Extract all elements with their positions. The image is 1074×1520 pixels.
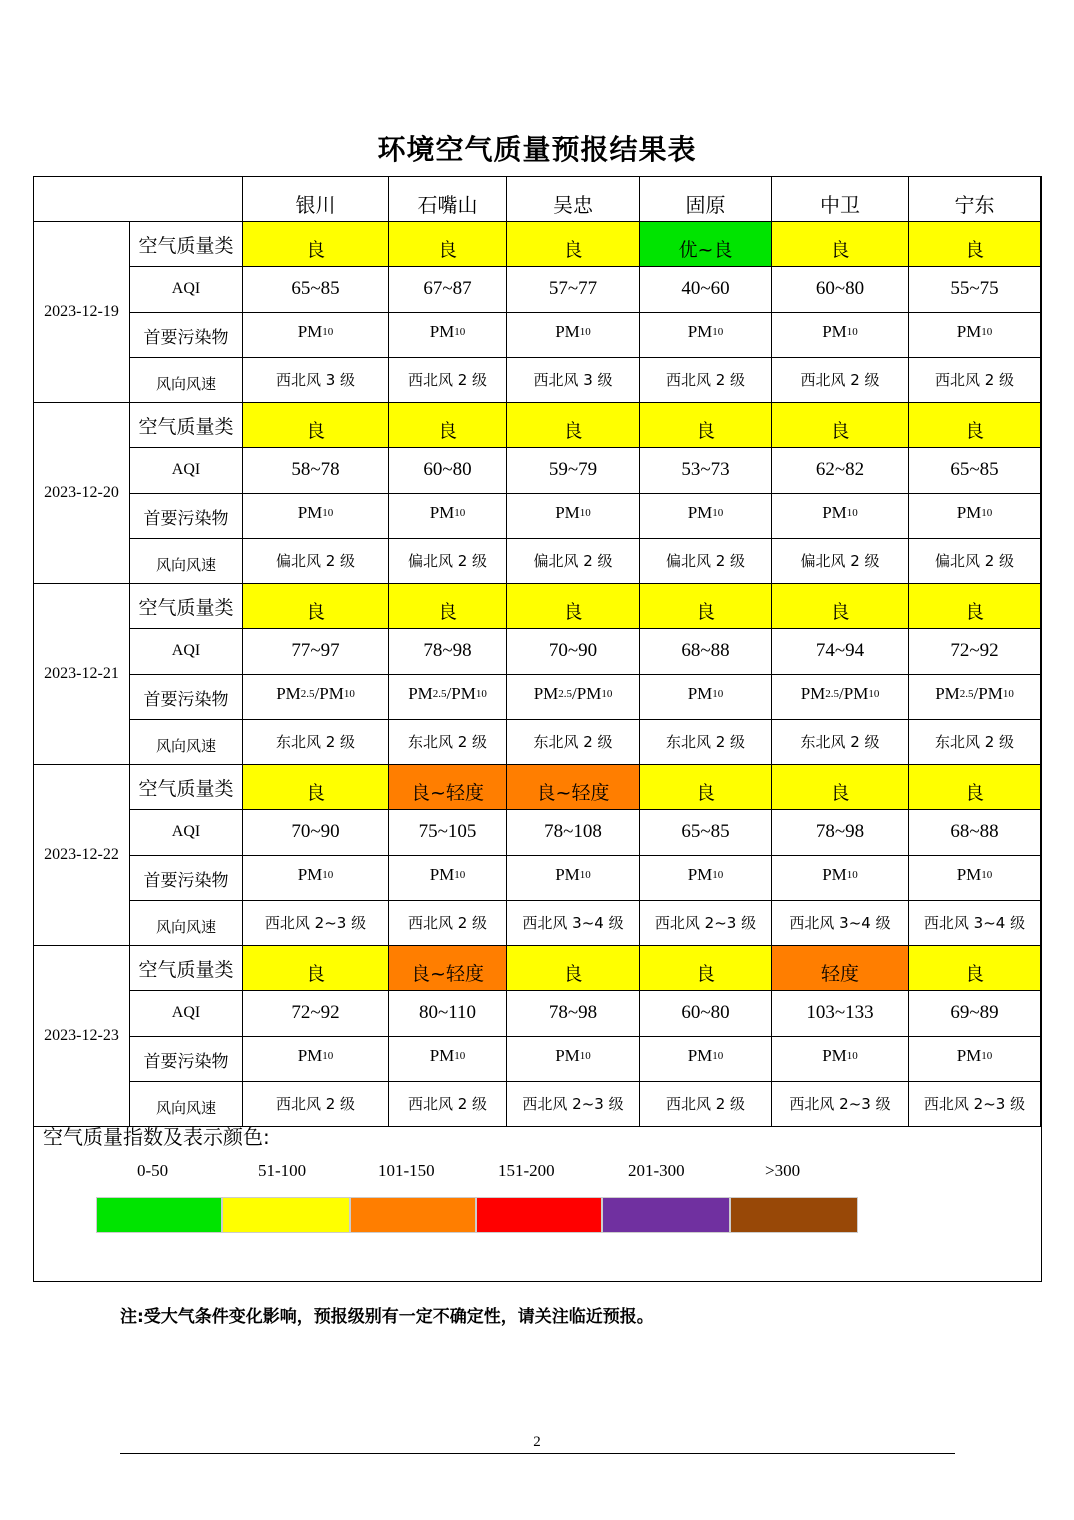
primary-pollutant-cell: PM 10 (243, 856, 389, 901)
primary-pollutant-cell: PM 10 (909, 1037, 1041, 1082)
legend-range-label: 101-150 (378, 1161, 435, 1180)
aqi-range-cell: 68~88 (640, 629, 772, 674)
air-quality-category-cell: 良 (640, 765, 772, 810)
wind-speed-cell: 西北风 2 级 (389, 1082, 507, 1127)
air-quality-category-cell: 良~轻度 (389, 765, 507, 810)
primary-pollutant-cell: PM 10 (389, 313, 507, 358)
wind-speed-cell: 偏北风 2 级 (389, 539, 507, 584)
aqi-range-cell: 55~75 (909, 267, 1041, 312)
legend-swatch-purple (602, 1197, 730, 1233)
footer-rule (120, 1453, 955, 1454)
forecast-date: 2023-12-23 (34, 946, 130, 1127)
primary-pollutant-cell: PM 10 (640, 313, 772, 358)
air-quality-category-cell: 良 (243, 765, 389, 810)
city-header: 吴忠 (507, 177, 640, 222)
air-quality-category-cell: 良 (909, 403, 1041, 448)
wind-speed-cell: 东北风 2 级 (389, 720, 507, 765)
wind-speed-cell: 东北风 2 级 (243, 720, 389, 765)
wind-speed-cell: 西北风 2 级 (243, 1082, 389, 1127)
wind-speed-cell: 西北风 3~4 级 (772, 901, 909, 946)
wind-speed-cell: 西北风 3~4 级 (507, 901, 640, 946)
aqi-range-cell: 60~80 (640, 991, 772, 1036)
aqi-color-legend (34, 1107, 1041, 1281)
air-quality-category-cell: 良 (243, 403, 389, 448)
primary-pollutant-cell: PM 10 (772, 1037, 909, 1082)
aqi-range-cell: 69~89 (909, 991, 1041, 1036)
row-label-wind: 风向风速 (130, 1082, 243, 1127)
air-quality-category-cell: 良 (909, 222, 1041, 267)
aqi-range-cell: 62~82 (772, 448, 909, 493)
wind-speed-cell: 西北风 3 级 (507, 358, 640, 403)
forecast-date: 2023-12-22 (34, 765, 130, 946)
aqi-range-cell: 78~98 (772, 810, 909, 855)
legend-range-label: 51-100 (258, 1161, 307, 1180)
aqi-range-cell: 65~85 (243, 267, 389, 312)
air-quality-category-cell: 良 (909, 765, 1041, 810)
row-label-pollutant: 首要污染物 (130, 675, 243, 720)
aqi-range-cell: 53~73 (640, 448, 772, 493)
aqi-range-cell: 65~85 (909, 448, 1041, 493)
wind-speed-cell: 西北风 2 级 (389, 901, 507, 946)
air-quality-category-cell: 良 (909, 584, 1041, 629)
aqi-range-cell: 77~97 (243, 629, 389, 674)
air-quality-category-cell: 良 (772, 222, 909, 267)
row-label-wind: 风向风速 (130, 539, 243, 584)
city-header: 银川 (243, 177, 389, 222)
forecast-table (33, 176, 1042, 1282)
legend-title: 空气质量指数及表示颜色: (43, 1125, 270, 1149)
forecast-note: 注:受大气条件变化影响，预报级别有一定不确定性，请关注临近预报。 (120, 1307, 654, 1327)
air-quality-category-cell: 良 (772, 584, 909, 629)
legend-range-label: >300 (765, 1161, 801, 1180)
primary-pollutant-cell: PM 10 (772, 313, 909, 358)
air-quality-category-cell: 良 (909, 946, 1041, 991)
wind-speed-cell: 西北风 2~3 级 (772, 1082, 909, 1127)
primary-pollutant-cell: PM 2.5 /PM 10 (389, 675, 507, 720)
forecast-date: 2023-12-19 (34, 222, 130, 403)
air-quality-category-cell: 良 (640, 946, 772, 991)
air-quality-category-cell: 良 (243, 222, 389, 267)
aqi-range-cell: 72~92 (909, 629, 1041, 674)
wind-speed-cell: 偏北风 2 级 (507, 539, 640, 584)
primary-pollutant-cell: PM 10 (909, 856, 1041, 901)
primary-pollutant-cell: PM 10 (640, 856, 772, 901)
air-quality-category-cell: 轻度 (772, 946, 909, 991)
wind-speed-cell: 东北风 2 级 (640, 720, 772, 765)
legend-range-label: 151-200 (498, 1161, 555, 1180)
legend-range-label: 0-50 (137, 1161, 169, 1180)
wind-speed-cell: 偏北风 2 级 (772, 539, 909, 584)
aqi-range-cell: 75~105 (389, 810, 507, 855)
city-header: 石嘴山 (389, 177, 507, 222)
row-label-pollutant: 首要污染物 (130, 313, 243, 358)
primary-pollutant-cell: PM 10 (772, 856, 909, 901)
row-label-category: 空气质量类 (130, 403, 243, 448)
city-header: 固原 (640, 177, 772, 222)
air-quality-category-cell: 良 (389, 584, 507, 629)
row-label-wind: 风向风速 (130, 720, 243, 765)
air-quality-category-cell: 良 (507, 584, 640, 629)
primary-pollutant-cell: PM 10 (243, 494, 389, 539)
aqi-range-cell: 80~110 (389, 991, 507, 1036)
aqi-range-cell: 60~80 (772, 267, 909, 312)
row-label-wind: 风向风速 (130, 901, 243, 946)
wind-speed-cell: 偏北风 2 级 (640, 539, 772, 584)
row-label-category: 空气质量类 (130, 765, 243, 810)
air-quality-category-cell: 良 (772, 403, 909, 448)
aqi-range-cell: 59~79 (507, 448, 640, 493)
city-header: 宁东 (909, 177, 1041, 222)
wind-speed-cell: 西北风 2 级 (640, 1082, 772, 1127)
forecast-date: 2023-12-20 (34, 403, 130, 584)
row-label-pollutant: 首要污染物 (130, 1037, 243, 1082)
aqi-range-cell: 103~133 (772, 991, 909, 1036)
aqi-range-cell: 78~108 (507, 810, 640, 855)
row-label-category: 空气质量类 (130, 222, 243, 267)
primary-pollutant-cell: PM 2.5 /PM 10 (909, 675, 1041, 720)
wind-speed-cell: 西北风 3~4 级 (909, 901, 1041, 946)
aqi-range-cell: 65~85 (640, 810, 772, 855)
row-label-aqi: AQI (130, 629, 243, 674)
primary-pollutant-cell: PM 10 (640, 675, 772, 720)
air-quality-category-cell: 良 (243, 584, 389, 629)
row-label-aqi: AQI (130, 991, 243, 1036)
legend-swatch-green (96, 1197, 222, 1233)
legend-swatch-yellow (222, 1197, 350, 1233)
air-quality-category-cell: 优~良 (640, 222, 772, 267)
wind-speed-cell: 西北风 2 级 (772, 358, 909, 403)
primary-pollutant-cell: PM 10 (389, 494, 507, 539)
aqi-range-cell: 70~90 (243, 810, 389, 855)
air-quality-category-cell: 良 (507, 946, 640, 991)
aqi-range-cell: 72~92 (243, 991, 389, 1036)
header-corner (34, 177, 243, 222)
aqi-range-cell: 57~77 (507, 267, 640, 312)
forecast-date: 2023-12-21 (34, 584, 130, 765)
row-label-aqi: AQI (130, 267, 243, 312)
air-quality-category-cell: 良 (389, 403, 507, 448)
wind-speed-cell: 西北风 2 级 (909, 358, 1041, 403)
primary-pollutant-cell: PM 10 (640, 494, 772, 539)
aqi-range-cell: 68~88 (909, 810, 1041, 855)
wind-speed-cell: 西北风 2~3 级 (640, 901, 772, 946)
air-quality-category-cell: 良 (507, 222, 640, 267)
primary-pollutant-cell: PM 2.5 /PM 10 (243, 675, 389, 720)
wind-speed-cell: 西北风 2~3 级 (243, 901, 389, 946)
primary-pollutant-cell: PM 10 (507, 494, 640, 539)
legend-swatch-red (476, 1197, 602, 1233)
primary-pollutant-cell: PM 10 (772, 494, 909, 539)
air-quality-category-cell: 良 (389, 222, 507, 267)
page-title: 环境空气质量预报结果表 (377, 133, 697, 166)
primary-pollutant-cell: PM 10 (909, 494, 1041, 539)
primary-pollutant-cell: PM 2.5 /PM 10 (772, 675, 909, 720)
row-label-aqi: AQI (130, 810, 243, 855)
wind-speed-cell: 西北风 2 级 (640, 358, 772, 403)
legend-swatch-orange (350, 1197, 476, 1233)
primary-pollutant-cell: PM 10 (909, 313, 1041, 358)
primary-pollutant-cell: PM 10 (640, 1037, 772, 1082)
aqi-range-cell: 78~98 (389, 629, 507, 674)
primary-pollutant-cell: PM 10 (389, 1037, 507, 1082)
wind-speed-cell: 东北风 2 级 (772, 720, 909, 765)
aqi-range-cell: 78~98 (507, 991, 640, 1036)
air-quality-category-cell: 良 (507, 403, 640, 448)
air-quality-category-cell: 良 (640, 584, 772, 629)
primary-pollutant-cell: PM 10 (507, 1037, 640, 1082)
primary-pollutant-cell: PM 10 (243, 313, 389, 358)
row-label-category: 空气质量类 (130, 946, 243, 991)
aqi-range-cell: 60~80 (389, 448, 507, 493)
row-label-aqi: AQI (130, 448, 243, 493)
aqi-range-cell: 58~78 (243, 448, 389, 493)
aqi-range-cell: 74~94 (772, 629, 909, 674)
air-quality-category-cell: 良 (640, 403, 772, 448)
primary-pollutant-cell: PM 10 (507, 856, 640, 901)
air-quality-category-cell: 良 (772, 765, 909, 810)
wind-speed-cell: 偏北风 2 级 (243, 539, 389, 584)
air-quality-category-cell: 良~轻度 (507, 765, 640, 810)
page-number: 2 (533, 1434, 541, 1450)
city-header: 中卫 (772, 177, 909, 222)
row-label-wind: 风向风速 (130, 358, 243, 403)
aqi-range-cell: 40~60 (640, 267, 772, 312)
primary-pollutant-cell: PM 10 (507, 313, 640, 358)
primary-pollutant-cell: PM 2.5 /PM 10 (507, 675, 640, 720)
legend-swatch-brown (730, 1197, 858, 1233)
wind-speed-cell: 东北风 2 级 (909, 720, 1041, 765)
wind-speed-cell: 西北风 3 级 (243, 358, 389, 403)
row-label-pollutant: 首要污染物 (130, 494, 243, 539)
aqi-range-cell: 67~87 (389, 267, 507, 312)
primary-pollutant-cell: PM 10 (389, 856, 507, 901)
wind-speed-cell: 西北风 2~3 级 (507, 1082, 640, 1127)
wind-speed-cell: 偏北风 2 级 (909, 539, 1041, 584)
row-label-pollutant: 首要污染物 (130, 856, 243, 901)
wind-speed-cell: 西北风 2~3 级 (909, 1082, 1041, 1127)
row-label-category: 空气质量类 (130, 584, 243, 629)
primary-pollutant-cell: PM 10 (243, 1037, 389, 1082)
wind-speed-cell: 东北风 2 级 (507, 720, 640, 765)
aqi-range-cell: 70~90 (507, 629, 640, 674)
wind-speed-cell: 西北风 2 级 (389, 358, 507, 403)
legend-range-label: 201-300 (628, 1161, 685, 1180)
air-quality-category-cell: 良~轻度 (389, 946, 507, 991)
air-quality-category-cell: 良 (243, 946, 389, 991)
